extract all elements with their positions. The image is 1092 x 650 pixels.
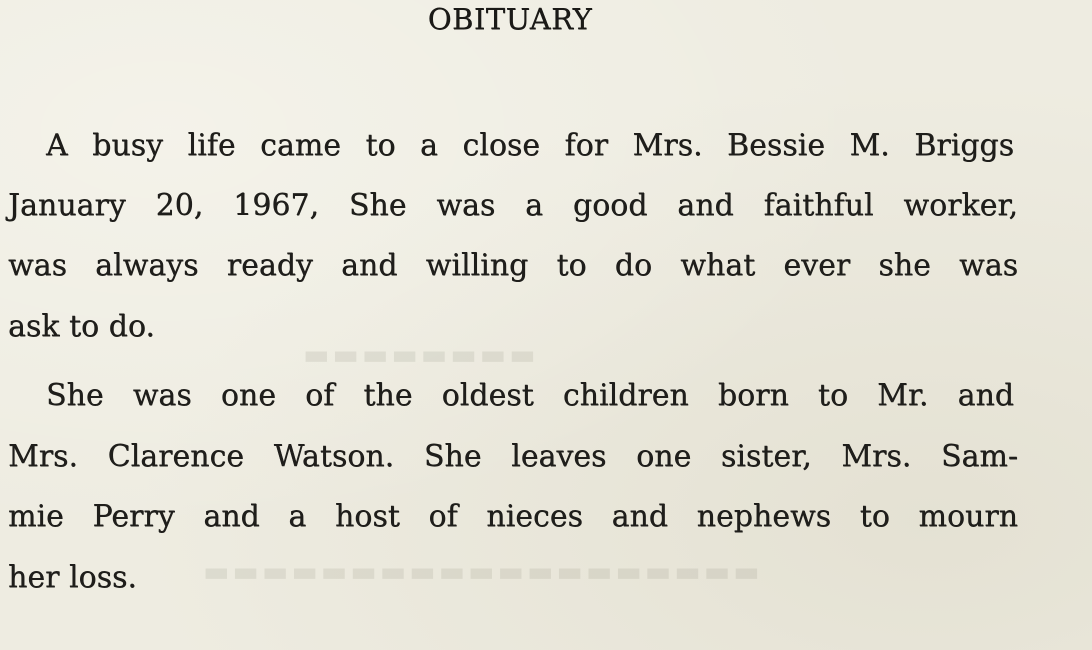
paragraph-1-line-1: A busy life came to a close for Mrs. Bessie M. Briggs (46, 128, 1014, 163)
paragraph-2-line-4: her loss. (8, 560, 137, 595)
paragraph-1-line-4: ask to do. (8, 309, 155, 344)
paragraph-2-line-1: She was one of the oldest children born to Mr. and (46, 378, 1014, 413)
paragraph-2-line-3: mie Perry and a host of nieces and nephews to mourn (8, 499, 1018, 534)
paragraph-2-line-2: Mrs. Clarence Watson. She leaves one sister, Mrs. Sam- (8, 439, 1018, 474)
bleed-through-mark: ▬▬▬▬▬▬▬▬▬▬▬▬▬▬▬▬▬▬▬ (200, 555, 760, 588)
bleed-through-mark: ▬▬▬▬▬▬▬▬ (300, 338, 536, 371)
page-title: OBITUARY (427, 2, 593, 36)
paragraph-1-line-2: January 20, 1967, She was a good and faithful worker, (8, 188, 1018, 223)
paragraph-1-line-3: was always ready and willing to do what ever she was (8, 248, 1018, 283)
